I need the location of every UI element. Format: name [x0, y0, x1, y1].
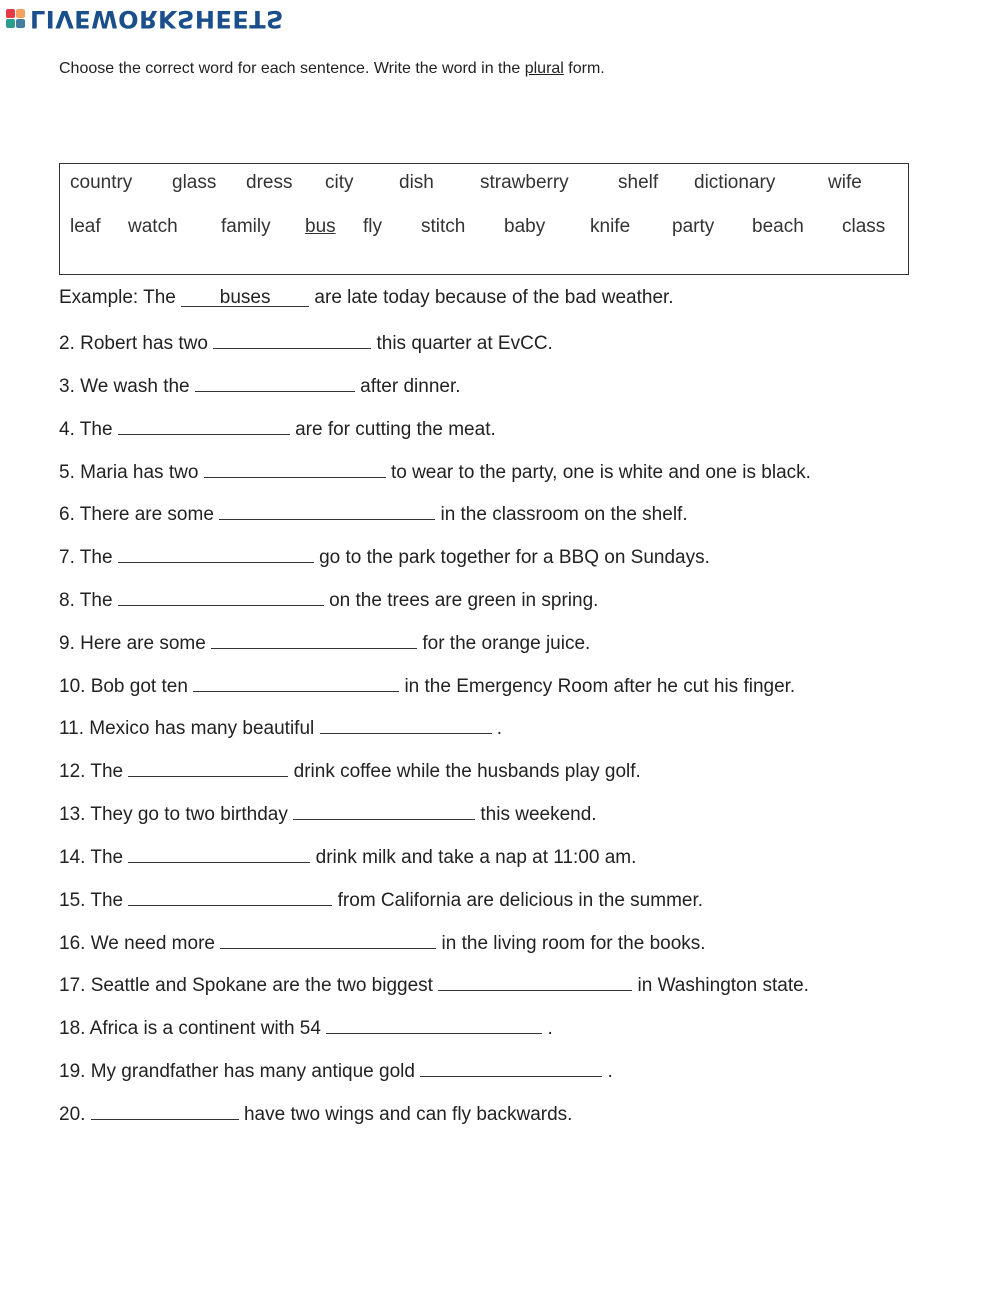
bank-word: wife: [828, 172, 862, 193]
sentence-item: [59, 1101, 572, 1126]
sentence-text: .: [602, 1061, 613, 1082]
answer-blank[interactable]: [128, 887, 332, 906]
bank-word: class: [842, 216, 886, 237]
sentence-item: [59, 501, 688, 526]
sentence-text: after dinner.: [354, 376, 461, 397]
answer-blank[interactable]: [118, 587, 324, 606]
bank-word-used: bus: [305, 216, 336, 237]
sentence-text: 16. We need more: [59, 933, 221, 954]
sentence-text: .: [491, 718, 503, 739]
sentence-item: [59, 459, 811, 484]
bank-word: knife: [590, 216, 631, 237]
sentence-text: 19. My grandfather has many antique gold: [59, 1061, 421, 1082]
liveworksheets-logo: [6, 6, 284, 32]
bank-word: watch: [128, 216, 178, 237]
answer-blank[interactable]: [118, 416, 290, 435]
bank-word: shelf: [618, 172, 659, 193]
bank-word: dress: [246, 172, 293, 193]
sentence-text: 14. The: [59, 847, 129, 868]
instructions-emphasis: plural: [524, 60, 564, 77]
sentence-item: [59, 844, 636, 869]
answer-blank[interactable]: [420, 1058, 602, 1077]
answer-blank[interactable]: [128, 844, 310, 863]
sentence-item: [59, 544, 710, 569]
sentence-text: on the trees are green in spring.: [323, 590, 599, 611]
sentence-text: drink milk and take a nap at 11:00 am.: [310, 847, 637, 868]
instructions: [59, 60, 605, 78]
sentence-text: .: [542, 1018, 553, 1039]
sentence-text: 7. The: [59, 547, 118, 568]
sentence-text: this weekend.: [475, 804, 597, 825]
sentence-item: [59, 930, 706, 955]
sentence-text: 13. They go to two birthday: [59, 804, 294, 825]
sentence-item: [59, 801, 597, 826]
answer-blank[interactable]: [293, 801, 475, 820]
answer-blank[interactable]: [213, 330, 371, 349]
sentence-item: [59, 1058, 613, 1083]
sentence-text: in the living room for the books.: [436, 933, 706, 954]
sentence-item: [59, 673, 795, 698]
answer-blank[interactable]: [204, 459, 386, 478]
sentence-text: 20.: [59, 1104, 91, 1125]
sentence-text: 17. Seattle and Spokane are the two biggest: [59, 975, 439, 996]
sentence-item: [59, 715, 502, 740]
sentence-text: 4. The: [59, 419, 118, 440]
answer-blank[interactable]: [220, 930, 436, 949]
bank-word: dish: [399, 172, 434, 193]
bank-word: city: [325, 172, 354, 193]
bank-word: dictionary: [694, 172, 776, 193]
bank-word: glass: [172, 172, 217, 193]
instructions-after: form.: [563, 60, 605, 77]
sentence-text: in Washington state.: [632, 975, 809, 996]
sentence-text: drink coffee while the husbands play golf.: [288, 761, 641, 782]
sentence-text: 11. Mexico has many beautiful: [59, 718, 320, 739]
answer-blank[interactable]: [219, 501, 435, 520]
answer-blank[interactable]: [91, 1101, 239, 1120]
logo-text: LIVEWORKSHEETS: [30, 5, 284, 33]
logo-blocks-icon: [6, 9, 26, 29]
sentence-item: [59, 758, 641, 783]
answer-blank[interactable]: [193, 673, 399, 692]
bank-word: baby: [504, 216, 546, 237]
example-sentence: [59, 287, 674, 309]
sentence-text: 15. The: [59, 890, 129, 911]
answer-blank[interactable]: [326, 1015, 542, 1034]
bank-word: party: [672, 216, 715, 237]
sentence-item: [59, 373, 461, 398]
sentence-item: [59, 587, 598, 612]
sentence-text: 2. Robert has two: [59, 333, 214, 354]
bank-word: stitch: [421, 216, 466, 237]
sentence-text: are for cutting the meat.: [289, 419, 496, 440]
sentence-text: 12. The: [59, 761, 129, 782]
sentence-item: [59, 416, 496, 441]
sentence-text: for the orange juice.: [417, 633, 591, 654]
sentence-text: go to the park together for a BBQ on Sundays.: [313, 547, 710, 568]
sentence-text: to wear to the party, one is white and one is black.: [385, 462, 811, 483]
instructions-before: Choose the correct word for each sentence. Write the word in the: [59, 60, 525, 77]
answer-blank[interactable]: [320, 715, 492, 734]
sentence-text: Example: The: [59, 287, 182, 308]
sentence-text: in the classroom on the shelf.: [435, 504, 688, 525]
sentence-text: 5. Maria has two: [59, 462, 204, 483]
sentence-item: [59, 330, 553, 355]
sentence-text: from California are delicious in the summer.: [332, 890, 704, 911]
sentence-text: 9. Here are some: [59, 633, 212, 654]
answer-blank[interactable]: [128, 758, 288, 777]
bank-word: leaf: [70, 216, 101, 237]
sentence-item: [59, 887, 703, 912]
sentence-text: 18. Africa is a continent with 54: [59, 1018, 327, 1039]
sentence-text: 8. The: [59, 590, 118, 611]
sentence-text: 3. We wash the: [59, 376, 195, 397]
answer-blank[interactable]: [118, 544, 314, 563]
answer-blank[interactable]: [211, 630, 417, 649]
sentence-item: [59, 1015, 553, 1040]
bank-word: beach: [752, 216, 804, 237]
bank-word: country: [70, 172, 133, 193]
bank-word: strawberry: [480, 172, 569, 193]
bank-word: fly: [363, 216, 382, 237]
bank-word: family: [221, 216, 271, 237]
sentence-text: have two wings and can fly backwards.: [238, 1104, 573, 1125]
answer-blank[interactable]: [195, 373, 355, 392]
answer-blank[interactable]: [438, 972, 632, 991]
word-bank: [59, 163, 909, 275]
example-answer: buses: [181, 288, 309, 307]
sentence-item: [59, 630, 590, 655]
sentence-item: [59, 972, 809, 997]
sentence-text: in the Emergency Room after he cut his finger.: [399, 676, 796, 697]
sentence-text: are late today because of the bad weather.: [309, 287, 674, 308]
sentence-text: 10. Bob got ten: [59, 676, 194, 697]
sentence-text: 6. There are some: [59, 504, 220, 525]
sentence-text: this quarter at EvCC.: [371, 333, 553, 354]
